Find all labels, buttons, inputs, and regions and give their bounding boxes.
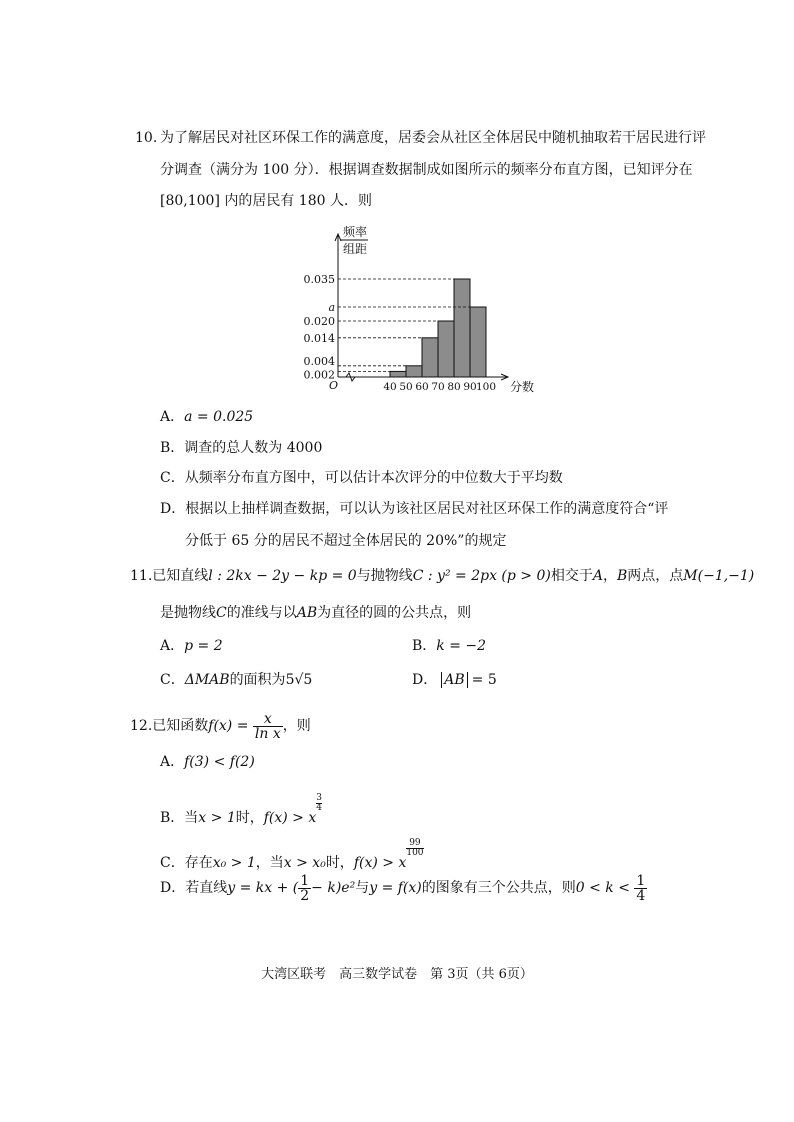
q11-text: 为直径的圆的公共点，则	[317, 605, 472, 621]
half-fraction	[298, 874, 311, 903]
q11-option-b	[412, 636, 486, 656]
option-label: C．	[160, 855, 185, 871]
segment-ab-length: AB	[444, 672, 465, 688]
q10-option-c	[160, 468, 563, 488]
quarter-fraction	[634, 874, 647, 903]
option-text: 的图象有三个公共点，则	[421, 880, 576, 896]
line-equation-part: − k)e²	[311, 880, 356, 896]
option-label: B．	[160, 810, 185, 826]
exponent-denominator: 100	[406, 848, 424, 858]
q12-number: 12.	[130, 718, 153, 734]
function-graph: y = f(x)	[369, 880, 422, 896]
fraction-denominator: 2	[300, 887, 310, 904]
histogram-chart	[290, 222, 550, 394]
option-label: D．	[160, 880, 186, 896]
q10-number: 10.	[135, 130, 158, 146]
y-axis-label-top: 频率	[343, 225, 368, 239]
q11-text: 是抛物线	[160, 605, 216, 621]
q11-parabola-equation: C : y² = 2px (p > 0)	[412, 568, 551, 584]
q12-option-d	[160, 868, 647, 908]
q11-line-equation: l : 2kx − 2y − kp = 0	[208, 568, 357, 584]
condition: x > x₀	[283, 855, 326, 871]
q12-fraction	[253, 712, 283, 741]
triangle-mab: ΔMAB	[184, 672, 230, 688]
q11-number: 11.	[130, 568, 153, 584]
option-label: B．	[412, 638, 437, 654]
x-axis-label: 分数	[510, 380, 535, 394]
line-equation-part: y = kx + (	[227, 880, 299, 896]
option-label: C．	[160, 470, 185, 486]
exponent-numerator: 3	[316, 793, 322, 803]
option-text: = 5	[471, 672, 497, 688]
q12-text: ，则	[282, 718, 311, 734]
option-text: 若直线	[185, 880, 228, 896]
option-text: ，当	[255, 855, 284, 871]
histogram-bar	[406, 366, 422, 377]
option-text: a = 0.025	[184, 409, 254, 425]
y-tick-label: a	[328, 301, 335, 314]
y-tick-label: 0.020	[303, 315, 335, 328]
q11-text: 相交于	[550, 568, 593, 584]
q10-option-b	[160, 438, 322, 458]
y-tick-label: 0.004	[303, 354, 335, 368]
exponent-numerator: 99	[406, 839, 423, 849]
q11-text: 已知直线	[152, 568, 209, 584]
option-label: A．	[160, 754, 185, 770]
option-label: A．	[160, 638, 185, 654]
q11-option-a	[160, 636, 223, 656]
histogram-bar	[438, 321, 454, 377]
q10-option-d-continued: 分低于 65 分的居民不超过全体居民的 20%”的规定	[185, 533, 507, 549]
point-b: B	[616, 568, 628, 584]
q11-text: 与抛物线	[356, 568, 413, 584]
histogram-bar	[390, 371, 406, 377]
origin-label: O	[329, 379, 339, 392]
q11-line2	[160, 603, 471, 623]
option-text: 存在	[184, 855, 213, 871]
x-tick-label: 50	[399, 381, 413, 393]
q12-stem	[130, 704, 311, 748]
exponent-denominator: 4	[316, 803, 322, 813]
option-text: f(3) < f(2)	[184, 754, 255, 770]
y-tick-label: 0.002	[303, 368, 335, 382]
option-label: B．	[160, 440, 185, 456]
y-axis-label-bottom: 组距	[343, 242, 368, 256]
fraction-numerator: 1	[300, 872, 310, 889]
option-text: 的面积为	[229, 672, 286, 688]
exponent-fraction	[316, 794, 322, 813]
option-text: p = 2	[184, 638, 223, 654]
q11-option-c	[160, 670, 312, 690]
histogram-bar	[454, 279, 470, 377]
histogram-bar	[470, 307, 486, 377]
q12-text: 已知函数	[152, 718, 209, 734]
point-a: A	[592, 568, 603, 584]
inequality: f(x) > x	[353, 855, 407, 871]
x-tick-label: 70	[431, 381, 445, 393]
q11-text: 两点，点	[627, 568, 684, 584]
condition: x₀ > 1	[212, 855, 256, 871]
option-text: k = −2	[436, 638, 487, 654]
x-tick-label: 80	[447, 381, 461, 393]
x-tick-label: 40	[383, 381, 397, 393]
x-tick-label: 100	[475, 381, 497, 393]
q12-option-b	[160, 794, 322, 831]
q10-option-a	[160, 407, 253, 427]
exponent-fraction	[406, 839, 423, 858]
q11-option-d	[412, 670, 497, 690]
q11-comma: ，	[602, 568, 617, 584]
option-text: 时，	[235, 810, 264, 826]
result-range: 0 < k <	[575, 880, 630, 896]
x-tick-label: 90	[463, 381, 477, 393]
condition: x > 1	[198, 810, 236, 826]
abs-bar-left	[441, 672, 442, 688]
option-text: 与	[355, 880, 370, 896]
inequality: f(x) > x	[263, 810, 317, 826]
y-tick-label: 0.014	[303, 331, 335, 345]
fraction-denominator: 4	[636, 887, 646, 904]
x-tick-label: 60	[415, 381, 429, 393]
abs-bar-right	[467, 672, 468, 688]
q10-line3: [80,100] 内的居民有 180 人．则	[160, 193, 372, 209]
fraction-numerator: x	[253, 712, 283, 727]
segment-ab: AB	[296, 605, 318, 621]
option-text: 调查的总人数为 4000	[184, 440, 323, 456]
y-tick-label: 0.035	[303, 273, 335, 286]
q12-option-a	[160, 752, 255, 772]
page-footer: 大湾区联考 高三数学试卷 第 3页（共 6页）	[261, 967, 533, 982]
q11-text: 的准线与以	[226, 605, 297, 621]
fraction-denominator: ln x	[254, 725, 281, 742]
parabola-c: C	[216, 605, 227, 621]
option-label: D．	[412, 672, 438, 688]
area-value: 5√5	[285, 672, 313, 688]
option-text: 从频率分布直方图中，可以估计本次评分的中位数大于平均数	[184, 470, 563, 486]
q10-option-d	[160, 499, 668, 519]
q12-function: f(x) =	[208, 718, 249, 734]
option-text: 根据以上抽样调查数据，可以认为该社区居民对社区环保工作的满意度符合“评	[185, 501, 669, 517]
option-label: D．	[160, 501, 186, 517]
fraction-numerator: 1	[636, 872, 646, 889]
point-m: M(−1,−1)	[683, 568, 755, 584]
q10-line1: 为了解居民对社区环保工作的满意度，居委会从社区全体居民中随机抽取若干居民进行评	[160, 130, 706, 146]
option-text: 当	[184, 810, 199, 826]
option-label: C．	[160, 672, 185, 688]
q11-line1	[130, 566, 754, 586]
q10-line2: 分调查（满分为 100 分）．根据调查数据制成如图所示的频率分布直方图，已知评分在	[160, 162, 693, 178]
option-label: A．	[160, 409, 185, 425]
option-text: 时，	[325, 855, 354, 871]
histogram-bar	[422, 338, 438, 377]
